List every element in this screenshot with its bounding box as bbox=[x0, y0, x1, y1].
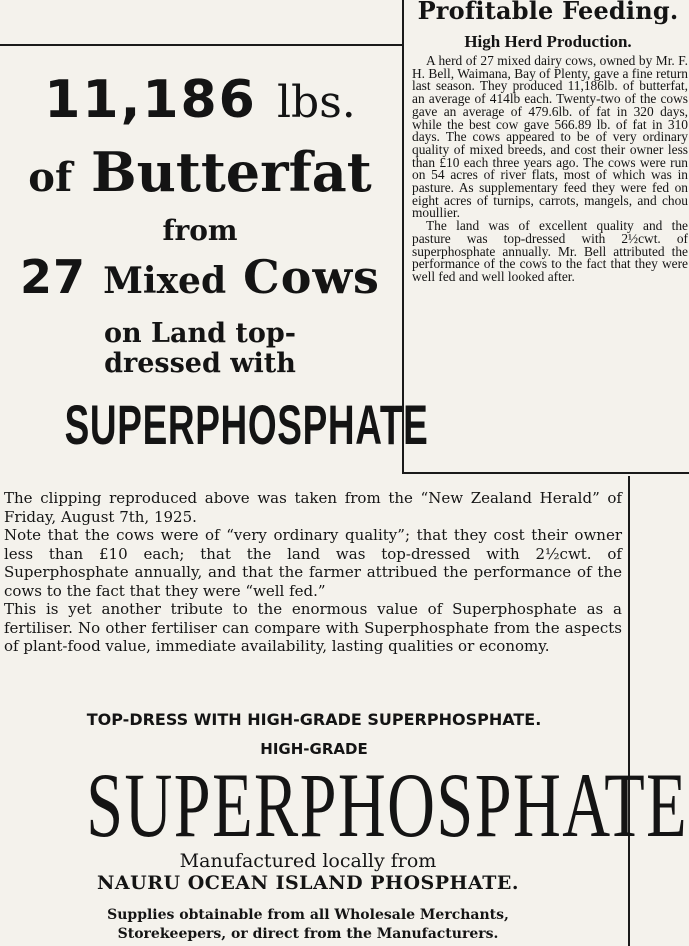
clipping-paragraph: The land was of excellent quality and the pasture was top-dressed with 2½cwt. of superphosphate annually. Mr. Bell attributed the performance of the cows to the fact that they were well fed and well looked after. bbox=[412, 218, 688, 284]
headline-product bbox=[0, 140, 400, 204]
cow-count: 27 bbox=[20, 250, 87, 304]
clipping-title: Profitable Feeding. bbox=[417, 0, 679, 25]
brand-wordmark: SUPERPHOSPHATE bbox=[86, 754, 689, 856]
headline-fertiliser: SUPERPHOSPHATE bbox=[64, 393, 429, 456]
manufactured-line: Manufactured locally from bbox=[179, 850, 437, 872]
clipping-body bbox=[412, 55, 688, 284]
headline-from: from bbox=[162, 214, 238, 247]
amount-value: 11,186 bbox=[44, 70, 257, 130]
body-paragraph: The clipping reproduced above was taken from the “New Zealand Herald” of Friday, August 7th, 1925. bbox=[4, 489, 622, 526]
call-to-action: TOP-DRESS WITH HIGH-GRADE SUPERPHOSPHATE. bbox=[86, 710, 542, 729]
headline-amount bbox=[0, 70, 400, 130]
of-word: of bbox=[28, 154, 73, 201]
headline-cows bbox=[0, 250, 400, 304]
amount-unit: lbs. bbox=[276, 77, 356, 128]
top-rule bbox=[0, 44, 404, 46]
mixed-word: Mixed bbox=[103, 260, 227, 302]
supplies-line-2: Storekeepers, or direct from the Manufacturers. bbox=[117, 926, 499, 942]
grade-label: HIGH-GRADE bbox=[260, 740, 368, 758]
body-copy bbox=[4, 489, 622, 656]
headline-land-line-1: on Land top- bbox=[104, 318, 296, 349]
clipping-paragraph: A herd of 27 mixed dairy cows, owned by Mr. F. H. Bell, Waimana, Bay of Plenty, gave a fine return last season. They produced 11,186lb. of butterfat, an average of 414lb each. Twenty-two of the cows gave an average of 479.6lb. of fat in 320 days, while the best cow gave 566.89 lb. of fat in 310 days. The cows appeared to be of very ordinary quality of mixed breeds, and cost their owner less than £10 each three years ago. The cows were run on 54 acres of river flats, most of which was in pasture. As supplementary feed they were fed on eight acres of turnips, carrots, mangels, and chou moullier. bbox=[412, 53, 688, 221]
headline-land-line-2: dressed with bbox=[104, 348, 296, 379]
supplies-line-1: Supplies obtainable from all Wholesale Merchants, bbox=[107, 907, 509, 923]
product-name: Butterfat bbox=[90, 140, 372, 204]
phosphate-source: NAURU OCEAN ISLAND PHOSPHATE. bbox=[97, 872, 519, 894]
body-paragraph: Note that the cows were of “very ordinary quality”; that they cost their owner less than £10 each; that the land was top-dressed with 2½cwt. of Superphosphate annually, and that the farmer attribued the performance of the cows to the fact that they were “well fed.” bbox=[4, 526, 622, 600]
cows-word: Cows bbox=[243, 250, 380, 304]
clipping-subtitle: High Herd Production. bbox=[464, 32, 632, 51]
body-paragraph: This is yet another tribute to the enormous value of Superphosphate as a fertiliser. No other fertiliser can compare with Superphosphate from the aspects of plant-food value, immediate availability, lasting qualities or economy. bbox=[4, 600, 622, 655]
right-column-rule bbox=[628, 476, 630, 946]
